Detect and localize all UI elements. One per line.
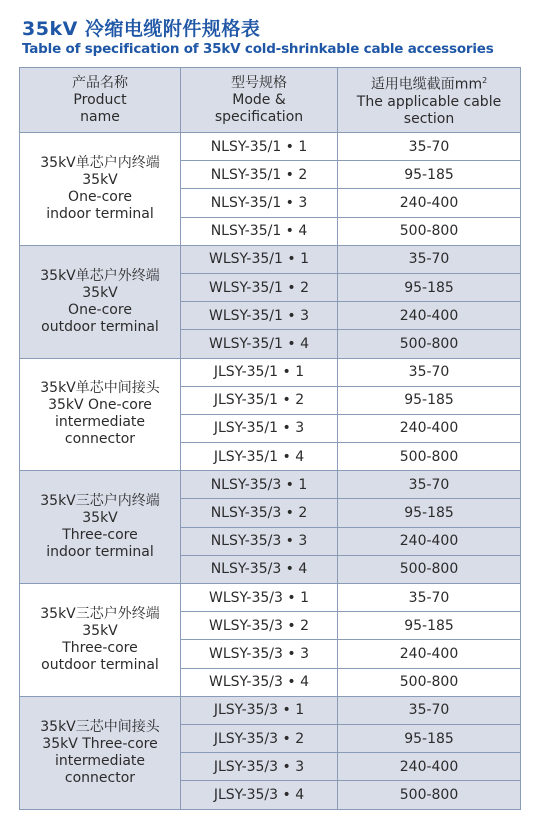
product-name-cell: [20, 584, 181, 697]
section-cell: 240-400: [338, 414, 521, 442]
table-row: [20, 358, 521, 386]
section-cell: 95-185: [338, 724, 521, 752]
product-name-line: Three-core: [62, 639, 138, 656]
section-cell: 35-70: [338, 133, 521, 161]
model-cell: WLSY-35/3 • 1: [181, 584, 338, 612]
product-group: [20, 471, 521, 584]
model-cell: NLSY-35/3 • 4: [181, 555, 338, 583]
product-name-line: 35kV: [82, 171, 118, 188]
table-row: [20, 133, 521, 161]
product-group: [20, 696, 521, 809]
product-name-line: Three-core: [62, 527, 138, 544]
product-group: [20, 584, 521, 697]
section-cell: 240-400: [338, 527, 521, 555]
model-cell: NLSY-35/1 • 1: [181, 133, 338, 161]
section-cell: 240-400: [338, 189, 521, 217]
model-cell: JLSY-35/1 • 3: [181, 414, 338, 442]
product-group: [20, 358, 521, 471]
product-name-line: intermediate: [54, 414, 146, 431]
product-name-line: 35kV三芯户内终端: [40, 493, 160, 510]
section-cell: 240-400: [338, 640, 521, 668]
page-title-english: Table of specification of 35kV cold-shrinkable cable accessories: [22, 41, 494, 57]
table-header: [20, 68, 521, 133]
section-cell: 500-800: [338, 443, 521, 471]
product-name-cell: [20, 696, 181, 809]
section-cell: 35-70: [338, 358, 521, 386]
section-cell: 95-185: [338, 273, 521, 301]
section-cell: 500-800: [338, 330, 521, 358]
section-cell: 35-70: [338, 471, 521, 499]
header-model-specification: 型号规格 Mode & specification: [181, 68, 338, 133]
section-cell: 35-70: [338, 696, 521, 724]
model-cell: WLSY-35/1 • 2: [181, 273, 338, 301]
product-name-line: 35kV单芯户外终端: [40, 267, 160, 284]
section-cell: 95-185: [338, 499, 521, 527]
model-cell: JLSY-35/1 • 4: [181, 443, 338, 471]
specification-table: [19, 67, 521, 810]
product-name-line: 35kV单芯户内终端: [40, 154, 160, 171]
header-product-name: 产品名称 Product name: [20, 68, 181, 133]
model-cell: NLSY-35/3 • 3: [181, 527, 338, 555]
product-name-cell: [20, 245, 181, 358]
product-name-line: 35kV: [82, 284, 118, 301]
product-name-line: connector: [64, 769, 136, 786]
section-cell: 35-70: [338, 584, 521, 612]
product-name-line: One-core: [68, 188, 132, 205]
model-cell: WLSY-35/3 • 3: [181, 640, 338, 668]
product-name-cell: [20, 133, 181, 246]
table-row: [20, 245, 521, 273]
table-row: [20, 696, 521, 724]
section-cell: 95-185: [338, 161, 521, 189]
page-title-chinese: 35kV 冷缩电缆附件规格表: [22, 18, 261, 40]
model-cell: WLSY-35/1 • 1: [181, 245, 338, 273]
product-name-cell: [20, 471, 181, 584]
section-cell: 240-400: [338, 753, 521, 781]
product-group: [20, 245, 521, 358]
header-applicable-section: 适用电缆截面$mm^2$ The applicable cable section: [338, 68, 521, 133]
model-cell: JLSY-35/1 • 2: [181, 386, 338, 414]
product-group: [20, 133, 521, 246]
product-name-line: 35kV单芯中间接头: [40, 380, 160, 397]
model-cell: JLSY-35/3 • 1: [181, 696, 338, 724]
section-cell: 500-800: [338, 781, 521, 809]
product-name-line: intermediate: [54, 752, 146, 769]
model-cell: NLSY-35/1 • 4: [181, 217, 338, 245]
product-name-line: 35kV: [82, 622, 118, 639]
section-cell: 95-185: [338, 386, 521, 414]
model-cell: JLSY-35/3 • 4: [181, 781, 338, 809]
product-name-line: 35kV Three-core: [42, 735, 158, 752]
product-name-line: 35kV三芯中间接头: [40, 718, 160, 735]
product-name-line: 35kV: [82, 510, 118, 527]
model-cell: JLSY-35/3 • 2: [181, 724, 338, 752]
section-cell: 95-185: [338, 612, 521, 640]
model-cell: WLSY-35/1 • 3: [181, 302, 338, 330]
model-cell: WLSY-35/1 • 4: [181, 330, 338, 358]
model-cell: JLSY-35/3 • 3: [181, 753, 338, 781]
product-name-cell: [20, 358, 181, 471]
model-cell: NLSY-35/3 • 2: [181, 499, 338, 527]
product-name-line: outdoor terminal: [41, 656, 159, 673]
table-row: [20, 471, 521, 499]
section-cell: 500-800: [338, 668, 521, 696]
product-name-line: indoor terminal: [46, 205, 154, 222]
product-name-line: One-core: [68, 301, 132, 318]
section-cell: 500-800: [338, 555, 521, 583]
table-row: [20, 584, 521, 612]
product-name-line: indoor terminal: [46, 544, 154, 561]
product-name-line: 35kV One-core: [48, 397, 152, 414]
product-name-line: 35kV三芯户外终端: [40, 605, 160, 622]
product-name-line: outdoor terminal: [41, 318, 159, 335]
model-cell: NLSY-35/3 • 1: [181, 471, 338, 499]
header-row: [20, 68, 521, 133]
model-cell: WLSY-35/3 • 2: [181, 612, 338, 640]
model-cell: NLSY-35/1 • 3: [181, 189, 338, 217]
model-cell: NLSY-35/1 • 2: [181, 161, 338, 189]
model-cell: JLSY-35/1 • 1: [181, 358, 338, 386]
section-cell: 35-70: [338, 245, 521, 273]
section-cell: 500-800: [338, 217, 521, 245]
product-name-line: connector: [64, 431, 136, 448]
model-cell: WLSY-35/3 • 4: [181, 668, 338, 696]
section-cell: 240-400: [338, 302, 521, 330]
